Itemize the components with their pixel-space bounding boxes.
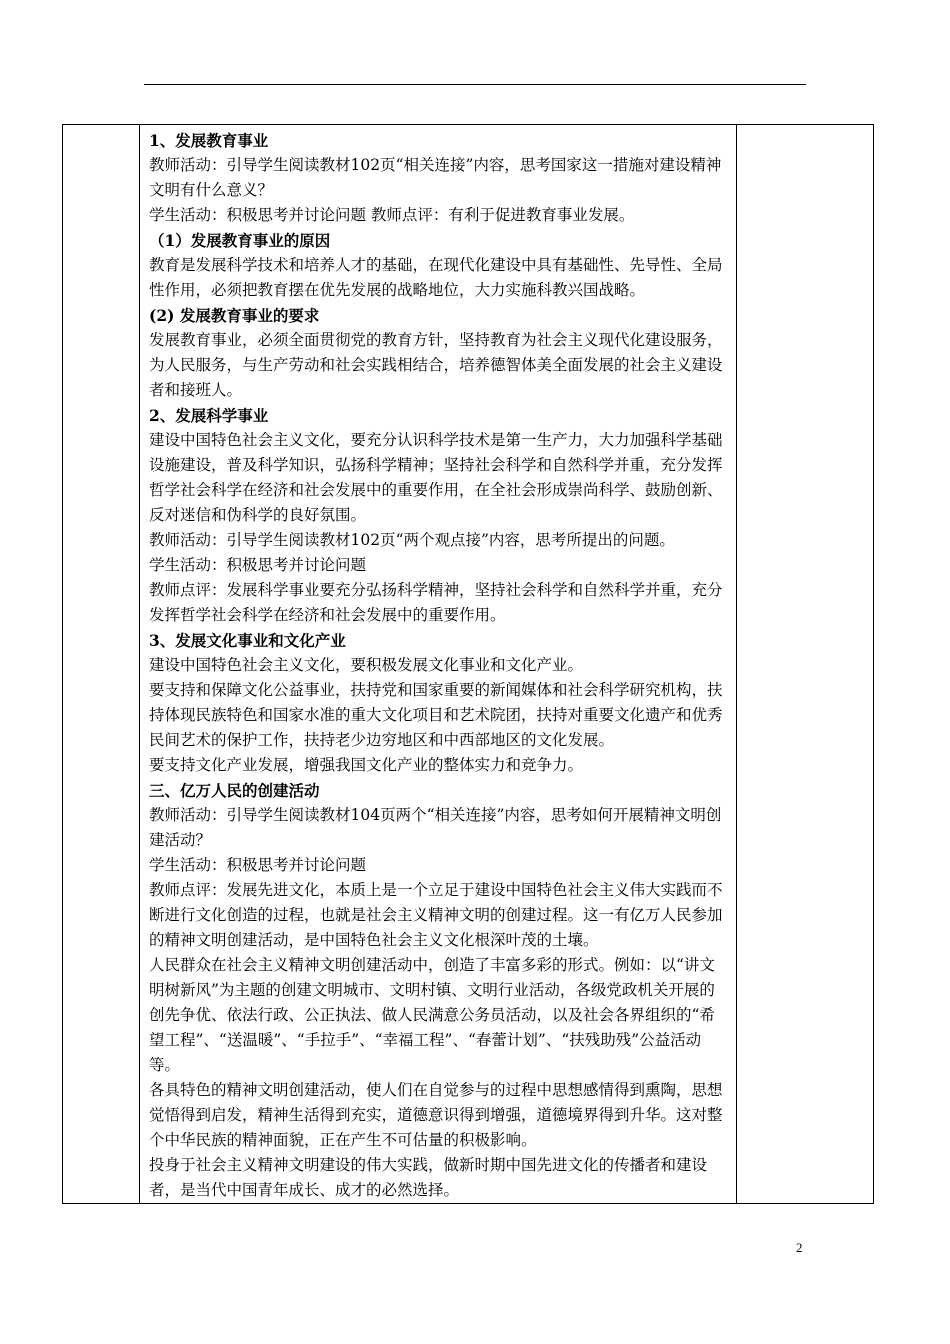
body-paragraph: 建设中国特色社会主义文化，要充分认识科学技术是第一生产力，大力加强科学基础设施建设，普及科学知识，弘扬科学精神；坚持社会科学和自然科学并重，充分发挥哲学社会科学在经济和社会发展中的重要作用，在全社会形成崇尚科学、鼓励创新、反对迷信和伪科学的良好氛围。 bbox=[149, 431, 723, 524]
body-paragraph: 教师活动：引导学生阅读教材104页两个“相关连接”内容，思考如何开展精神文明创建活动？ bbox=[149, 806, 722, 849]
section-heading: 2、发展科学事业 bbox=[149, 406, 269, 425]
header-rule bbox=[144, 84, 806, 85]
body-paragraph: 教师活动：引导学生阅读教材102页“两个观点接”内容，思考所提出的问题。 bbox=[149, 531, 675, 549]
body-paragraph: 教师活动：引导学生阅读教材102页“相关连接”内容，思考国家这一措施对建设精神文明有什么意义？ bbox=[149, 156, 722, 199]
section-heading: 3、发展文化事业和文化产业 bbox=[149, 631, 346, 650]
content-body bbox=[149, 128, 730, 1203]
body-paragraph: 教育是发展科学技术和培养人才的基础，在现代化建设中具有基础性、先导性、全局性作用，必须把教育摆在优先发展的战略地位，大力实施科教兴国战略。 bbox=[149, 256, 723, 299]
body-paragraph: 建设中国特色社会主义文化，要积极发展文化事业和文化产业。 bbox=[149, 656, 584, 674]
body-paragraph: 教师点评：发展先进文化，本质上是一个立足于建设中国特色社会主义伟大实践而不断进行文化创造的过程，也就是社会主义精神文明的创建过程。这一有亿万人民参加的精神文明创建活动，是中国特色社会主义文化根深叶茂的土壤。 bbox=[149, 881, 723, 949]
left-empty-cell bbox=[63, 125, 140, 1204]
section-heading: 三、亿万人民的创建活动 bbox=[149, 781, 320, 800]
content-cell bbox=[140, 125, 737, 1204]
body-paragraph: 要支持文化产业发展，增强我国文化产业的整体实力和竞争力。 bbox=[149, 756, 584, 774]
page-number: 2 bbox=[796, 1240, 803, 1255]
right-empty-cell bbox=[737, 125, 874, 1204]
body-paragraph: 学生活动：积极思考并讨论问题 bbox=[149, 856, 367, 874]
body-paragraph: 要支持和保障文化公益事业，扶持党和国家重要的新闻媒体和社会科学研究机构，扶持体现民族特色和国家水准的重大文化项目和艺术院团，扶持对重要文化遗产和优秀民间艺术的保护工作，扶持老少边穷地区和中西部地区的文化发展。 bbox=[149, 681, 723, 749]
section-heading: (2) 发展教育事业的要求 bbox=[149, 306, 320, 325]
section-heading: （1）发展教育事业的原因 bbox=[149, 231, 331, 250]
body-paragraph: 教师点评：发展科学事业要充分弘扬科学精神，坚持社会科学和自然科学并重，充分发挥哲学社会科学在经济和社会发展中的重要作用。 bbox=[149, 581, 723, 624]
body-paragraph: 发展教育事业，必须全面贯彻党的教育方针，坚持教育为社会主义现代化建设服务，为人民服务，与生产劳动和社会实践相结合，培养德智体美全面发展的社会主义建设者和接班人。 bbox=[149, 331, 723, 399]
body-paragraph: 人民群众在社会主义精神文明创建活动中，创造了丰富多彩的形式。例如：以“讲文明树新风”为主题的创建文明城市、文明村镇、文明行业活动，各级党政机关开展的创先争优、依法行政、公正执法、做人民满意公务员活动，以及社会各界组织的“希望工程”、“送温暖”、“手拉手”、“幸福工程”、“春蕾计划”、“扶残助残”公益活动等。 bbox=[149, 956, 715, 1074]
body-paragraph: 学生活动：积极思考并讨论问题 教师点评：有利于促进教育事业发展。 bbox=[149, 206, 635, 224]
body-paragraph: 学生活动：积极思考并讨论问题 bbox=[149, 556, 367, 574]
body-paragraph: 投身于社会主义精神文明建设的伟大实践，做新时期中国先进文化的传播者和建设者，是当代中国青年成长、成才的必然选择。 bbox=[149, 1156, 708, 1199]
body-paragraph: 各具特色的精神文明创建活动，使人们在自觉参与的过程中思想感情得到熏陶，思想觉悟得到启发，精神生活得到充实，道德意识得到增强，道德境界得到升华。这对整个中华民族的精神面貌，正在产生不可估量的积极影响。 bbox=[149, 1081, 723, 1149]
lesson-table bbox=[62, 124, 874, 1204]
table-row bbox=[63, 125, 874, 1204]
section-heading: 1、发展教育事业 bbox=[149, 131, 269, 150]
